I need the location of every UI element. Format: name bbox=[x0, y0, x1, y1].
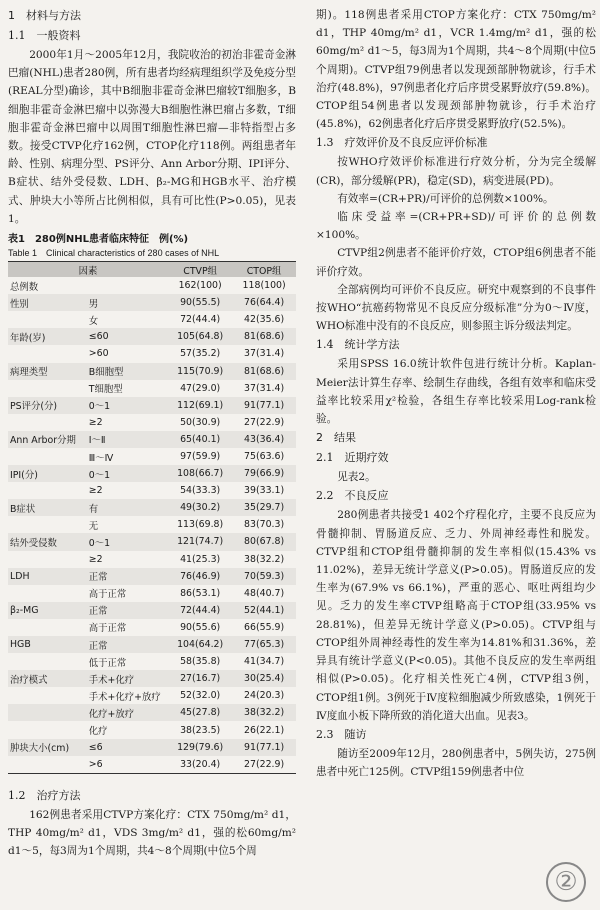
table-cell-ctvp: 121(74.7) bbox=[177, 536, 224, 548]
table-row bbox=[8, 345, 296, 362]
table-row bbox=[8, 380, 296, 397]
table-cell-ctop: 76(64.4) bbox=[244, 297, 285, 309]
table-header-row bbox=[8, 262, 296, 278]
table-row bbox=[8, 328, 296, 345]
table-cell-ctop: 83(70.3) bbox=[244, 519, 285, 531]
table-cell-subgroup: ≥2 bbox=[88, 485, 103, 497]
table-cell-subgroup: 0～1 bbox=[88, 537, 111, 549]
table-cell-ctop: 52(44.1) bbox=[244, 604, 285, 616]
table-cell-factor bbox=[8, 619, 87, 636]
table-row bbox=[8, 687, 296, 704]
table-cell-subgroup: 化疗+放疗 bbox=[88, 708, 135, 720]
table-cell-factor bbox=[8, 551, 87, 568]
paragraph-statistics: 采用SPSS 16.0统计软件包进行统计分析。Kaplan-Meier法计算生存率、绘制生存曲线，各组有效率和临床受益率比较采用χ²检验，各组生存率比较采用Log-rank检验。 bbox=[316, 358, 596, 426]
table-row bbox=[8, 619, 296, 636]
table-row bbox=[8, 568, 296, 585]
table-caption-en: Table 1 Clinical characteristics of 280 cases of NHL bbox=[8, 248, 220, 259]
table-cell-ctop: 38(32.2) bbox=[244, 707, 285, 719]
table-row bbox=[8, 397, 296, 414]
table-cell-ctop: 30(25.4) bbox=[244, 673, 285, 685]
table-header-ctop: CTOP组 bbox=[246, 265, 282, 277]
table-cell-factor bbox=[8, 516, 87, 533]
table-cell-ctop: 66(55.9) bbox=[244, 621, 285, 633]
table-cell-subgroup: T细胞型 bbox=[88, 384, 123, 396]
table-cell-factor bbox=[8, 482, 87, 499]
table-cell-ctvp: 47(29.0) bbox=[180, 382, 221, 394]
table-cell-subgroup: 正常 bbox=[88, 572, 108, 584]
table-cell-subgroup: 化疗 bbox=[88, 726, 108, 738]
table-cell-subgroup: ≤60 bbox=[88, 331, 109, 343]
table-row bbox=[8, 448, 296, 465]
table-cell-subgroup: 正常 bbox=[88, 606, 108, 618]
table-cell-factor bbox=[8, 448, 87, 465]
table-cell-ctvp: 45(27.8) bbox=[180, 707, 221, 719]
formula-clinical-benefit: 临床受益率=(CR+PR+SD)/可评价的总例数×100%。 bbox=[316, 211, 596, 242]
table-caption-cn: 表1 280例NHL患者临床特征 例(%) bbox=[8, 234, 189, 246]
table-row bbox=[8, 363, 296, 380]
section-heading-methods: 1 材料与方法 bbox=[8, 9, 81, 22]
table-cell-factor bbox=[8, 687, 87, 704]
table-cell-factor bbox=[8, 721, 87, 738]
table-cell-subgroup: B细胞型 bbox=[88, 367, 124, 379]
table-cell-ctop: 77(65.3) bbox=[244, 639, 285, 651]
table-cell-subgroup: 低于正常 bbox=[88, 657, 127, 669]
section-heading-results: 2 结果 bbox=[316, 431, 356, 445]
table-cell-ctop: 91(77.1) bbox=[244, 741, 285, 753]
table-row bbox=[8, 704, 296, 721]
table-cell-subgroup: 正常 bbox=[88, 640, 108, 652]
table-cell-subgroup: 高于正常 bbox=[88, 623, 127, 635]
table-cell-factor: B症状 bbox=[10, 503, 36, 515]
table-cell-subgroup: 有 bbox=[88, 503, 99, 515]
table-row bbox=[8, 311, 296, 328]
table-cell-ctvp: 112(69.1) bbox=[177, 399, 224, 411]
subsection-heading-general: 1.1 一般资料 bbox=[8, 29, 81, 42]
table-row bbox=[8, 277, 296, 294]
table-cell-subgroup: 女 bbox=[88, 315, 99, 327]
table-cell-ctvp: 115(70.9) bbox=[177, 365, 224, 377]
table-cell-factor: PS评分(分) bbox=[10, 401, 58, 413]
table-cell-ctop: 26(22.1) bbox=[244, 724, 285, 736]
table-cell-factor: 治疗模式 bbox=[10, 674, 48, 686]
table-cell-ctvp: 52(32.0) bbox=[180, 690, 221, 702]
table-cell-ctvp: 162(100) bbox=[178, 280, 222, 292]
table-cell-ctop: 118(100) bbox=[242, 280, 286, 292]
table-row bbox=[8, 585, 296, 602]
table-cell-factor bbox=[8, 756, 87, 774]
table-cell-ctvp: 108(66.7) bbox=[177, 468, 224, 480]
right-column bbox=[316, 6, 596, 781]
subsection-heading-treatment: 1.2 治疗方法 bbox=[8, 788, 81, 802]
table-cell-ctvp: 97(59.9) bbox=[180, 451, 221, 463]
table-cell-ctop: 75(63.6) bbox=[244, 451, 285, 463]
table-cell-subgroup: ≥2 bbox=[88, 416, 103, 428]
table-cell-factor: LDH bbox=[10, 570, 30, 582]
table-cell-factor: Ann Arbor分期 bbox=[10, 435, 76, 447]
clinical-characteristics-table bbox=[8, 261, 296, 774]
table-cell-ctvp: 33(20.4) bbox=[180, 758, 221, 770]
table-cell-ctvp: 38(23.5) bbox=[180, 724, 221, 736]
table-cell-subgroup: 手术+化疗+放疗 bbox=[88, 691, 161, 703]
table-cell-factor: β₂-MG bbox=[10, 604, 39, 616]
table-cell-ctvp: 90(55.6) bbox=[180, 621, 221, 633]
table-row bbox=[8, 431, 296, 448]
table-cell-ctop: 27(22.9) bbox=[244, 416, 285, 428]
left-column bbox=[8, 6, 296, 860]
table-cell-factor: HGB bbox=[10, 639, 31, 651]
table-cell-ctop: 79(66.9) bbox=[244, 468, 285, 480]
table-cell-subgroup: Ⅰ～Ⅱ bbox=[88, 435, 106, 447]
table-cell-subgroup: >60 bbox=[88, 348, 109, 360]
table-cell-ctvp: 72(44.4) bbox=[180, 604, 221, 616]
table-cell-subgroup: 无 bbox=[88, 520, 99, 532]
table-cell-ctvp: 57(35.2) bbox=[180, 348, 221, 360]
table-cell-subgroup: ≤6 bbox=[88, 741, 103, 753]
table-cell-ctop: 80(67.8) bbox=[244, 536, 285, 548]
paragraph-who-criteria: 按WHO疗效评价标准进行疗效分析，分为完全缓解(CR)，部分缓解(PR)，稳定(SD)，病变进展(PD)。 bbox=[316, 156, 596, 187]
table-cell-subgroup: >6 bbox=[88, 758, 103, 770]
table-row bbox=[8, 636, 296, 653]
table-cell-ctvp: 86(53.1) bbox=[180, 587, 221, 599]
table-row bbox=[8, 653, 296, 670]
table-row bbox=[8, 551, 296, 568]
table-cell-factor bbox=[8, 380, 87, 397]
table-cell-factor: 肿块大小(cm) bbox=[10, 743, 70, 755]
table-cell-ctop: 41(34.7) bbox=[244, 656, 285, 668]
table-row bbox=[8, 602, 296, 619]
paragraph-followup: 随访至2009年12月，280例患者中，5例失访，275例患者中死亡125例。CTVP组159例患者中位 bbox=[316, 747, 596, 779]
table-cell-ctvp: 27(16.7) bbox=[180, 673, 221, 685]
table-cell-ctvp: 76(46.9) bbox=[180, 570, 221, 582]
table-cell-ctvp: 90(55.5) bbox=[180, 297, 221, 309]
table-cell-ctop: 70(59.3) bbox=[244, 570, 285, 582]
table-row bbox=[8, 465, 296, 482]
subsection-heading-adverse: 2.2 不良反应 bbox=[316, 489, 389, 503]
table-cell-subgroup: 手术+化疗 bbox=[88, 674, 135, 686]
table-cell-ctop: 35(29.7) bbox=[244, 502, 285, 514]
table-cell-ctvp: 72(44.4) bbox=[180, 314, 221, 326]
formula-response-rate: 有效率=(CR+PR)/可评价的总例数×100%。 bbox=[337, 192, 554, 205]
table-cell-factor: 性别 bbox=[10, 298, 29, 310]
table-header-ctvp: CTVP组 bbox=[183, 265, 217, 277]
table-cell-factor: 总例数 bbox=[10, 281, 39, 293]
table-row bbox=[8, 294, 296, 311]
table-cell-ctvp: 58(35.8) bbox=[180, 656, 221, 668]
table-cell-factor: IPI(分) bbox=[10, 469, 38, 481]
table-cell-subgroup bbox=[87, 277, 168, 294]
table-cell-ctop: 37(31.4) bbox=[244, 348, 285, 360]
paragraph-adverse-results: 280例患者共接受1 402个疗程化疗，主要不良反应为骨髓抑制、胃肠道反应、乏力、外周神经毒性和脱发。CTVP组和CTOP组骨髓抑制的发生率相似(15.43% vs 11.02%)，差异无统计学意义(P>0.05)。胃肠道反应的发生率为(67.9% vs 66.1%)，严重的恶心、呕吐两组均少见。乏力的发生率CTVP组略高于CTOP组(33.95% vs 28.81%)，但差异无统计学意义(P>0.05)。CTVP组与CTOP组外周神经毒性的发生率为14.81%和31.36%，差异具有统计学意义(P<0.05)。其他不良反应的发生率两组相似(P>0.05)。化疗相关性死亡4例，CTVP组3例，CTOP组1例。3例死于Ⅳ度粒细胞减少所致感染，1例死于Ⅳ度血小板下降所致的消化道大出血。见表3。 bbox=[316, 509, 596, 722]
table-row bbox=[8, 414, 296, 431]
table-cell-ctvp: 113(69.8) bbox=[177, 519, 224, 531]
table-cell-subgroup: 男 bbox=[88, 298, 99, 310]
table-row bbox=[8, 721, 296, 738]
table-cell-factor bbox=[8, 704, 87, 721]
table-cell-subgroup: 0～1 bbox=[88, 469, 111, 481]
table-cell-ctvp: 49(30.2) bbox=[180, 502, 221, 514]
paragraph-not-evaluable: CTVP组2例患者不能评价疗效，CTOP组6例患者不能评价疗效。 bbox=[316, 247, 596, 278]
table-cell-ctop: 27(22.9) bbox=[244, 758, 285, 770]
table-cell-ctvp: 104(64.2) bbox=[177, 639, 224, 651]
table-row bbox=[8, 516, 296, 533]
subsection-heading-statistics: 1.4 统计学方法 bbox=[316, 338, 400, 352]
subsection-heading-evaluation: 1.3 疗效评价及不良反应评价标准 bbox=[316, 136, 488, 150]
table-cell-subgroup: Ⅲ～Ⅳ bbox=[88, 452, 114, 464]
table-row bbox=[8, 670, 296, 687]
page-number: ② bbox=[546, 862, 586, 902]
table-cell-ctop: 38(32.2) bbox=[244, 553, 285, 565]
table-cell-factor bbox=[8, 414, 87, 431]
table-cell-ctvp: 105(64.8) bbox=[177, 331, 224, 343]
table-cell-ctop: 81(68.6) bbox=[244, 365, 285, 377]
table-cell-ctvp: 54(33.3) bbox=[180, 485, 221, 497]
table-cell-factor: 年龄(岁) bbox=[10, 332, 46, 344]
table-cell-subgroup: 0～1 bbox=[88, 401, 111, 413]
table-cell-subgroup: 高于正常 bbox=[88, 589, 127, 601]
table-row bbox=[8, 482, 296, 499]
subsection-heading-followup: 2.3 随访 bbox=[316, 727, 367, 741]
table-cell-subgroup: ≥2 bbox=[88, 553, 103, 565]
table-header-factor: 因素 bbox=[78, 265, 98, 277]
table-cell-factor bbox=[8, 653, 87, 670]
table-cell-ctvp: 129(79.6) bbox=[177, 741, 224, 753]
subsection-heading-short-term: 2.1 近期疗效 bbox=[316, 451, 389, 465]
table-row bbox=[8, 533, 296, 550]
table-row bbox=[8, 739, 296, 756]
table-cell-ctvp: 65(40.1) bbox=[180, 433, 221, 445]
table-row bbox=[8, 499, 296, 516]
paragraph-treatment: 162例患者采用CTVP方案化疗：CTX 750mg/m² d1，THP 40mg/m² d1，VDS 3mg/m² d1，强的松60mg/m² d1～5，每3周为1个周期，共4～8个周期(中位5个周 bbox=[8, 808, 296, 858]
table-cell-ctop: 48(40.7) bbox=[244, 587, 285, 599]
paragraph-adverse-grading: 全部病例均可评价不良反应。研究中观察到的不良事件按WHO“抗癌药物常见不良反应分级标准”分为0～Ⅳ度，WHO标准中没有的不良反应，则参照主诉分级法判定。 bbox=[316, 283, 596, 333]
table-cell-ctop: 39(33.1) bbox=[244, 485, 285, 497]
table-cell-ctop: 91(77.1) bbox=[244, 399, 285, 411]
table-cell-ctop: 24(20.3) bbox=[244, 690, 285, 702]
table-cell-ctop: 42(35.6) bbox=[244, 314, 285, 326]
table-cell-factor bbox=[8, 345, 87, 362]
table-cell-ctop: 37(31.4) bbox=[244, 382, 285, 394]
table-cell-ctvp: 50(30.9) bbox=[180, 416, 221, 428]
table-cell-ctop: 43(36.4) bbox=[244, 433, 285, 445]
paragraph-see-table2: 见表2。 bbox=[337, 471, 376, 484]
table-cell-ctop: 81(68.6) bbox=[244, 331, 285, 343]
table-cell-ctvp: 41(25.3) bbox=[180, 553, 221, 565]
table-cell-factor bbox=[8, 585, 87, 602]
table-row bbox=[8, 756, 296, 774]
paragraph-general-data: 2000年1月～2005年12月，我院收治的初治非霍奇金淋巴瘤(NHL)患者280例，所有患者均经病理组织学及免疫分型(REAL分型)确诊，其中B细胞非霍奇金淋巴瘤较T细胞多，B细胞非霍奇金淋巴瘤中以弥漫大B细胞性淋巴瘤占多数，T细胞非霍奇金淋巴瘤中以周围T细胞性淋巴瘤—非特指型占多数。接受CTVP化疗162例，CTOP化疗118例。两组患者年龄、性别、病理分型、PS评分、Ann Arbor分期、IPI评分、B症状、结外受侵数、LDH、β₂-MG和HGB水平、治疗模式、肿块大小等所占比例相似，具有可比性(P>0.05)，见表1。 bbox=[8, 49, 296, 225]
table-cell-factor: 结外受侵数 bbox=[10, 537, 57, 549]
paragraph-treatment-cont: 期)。118例患者采用CTOP方案化疗：CTX 750mg/m² d1，THP 40mg/m² d1，VCR 1.4mg/m² d1，强的松60mg/m² d1～5，每3周为1个周期，共4～8个周期(中位5个周期)。CTVP组79例患者以发现颈部肿物就诊，行手术治疗(48.8%)，97例患者化疗后序贯受累野放疗(59.8%)。CTOP组54例患者以发现颈部肿物就诊，行手术治疗(45.8%)，62例患者化疗后序贯受累野放疗(52.5%)。 bbox=[316, 9, 596, 131]
table-cell-factor bbox=[8, 311, 87, 328]
table-cell-factor: 病理类型 bbox=[10, 367, 48, 379]
